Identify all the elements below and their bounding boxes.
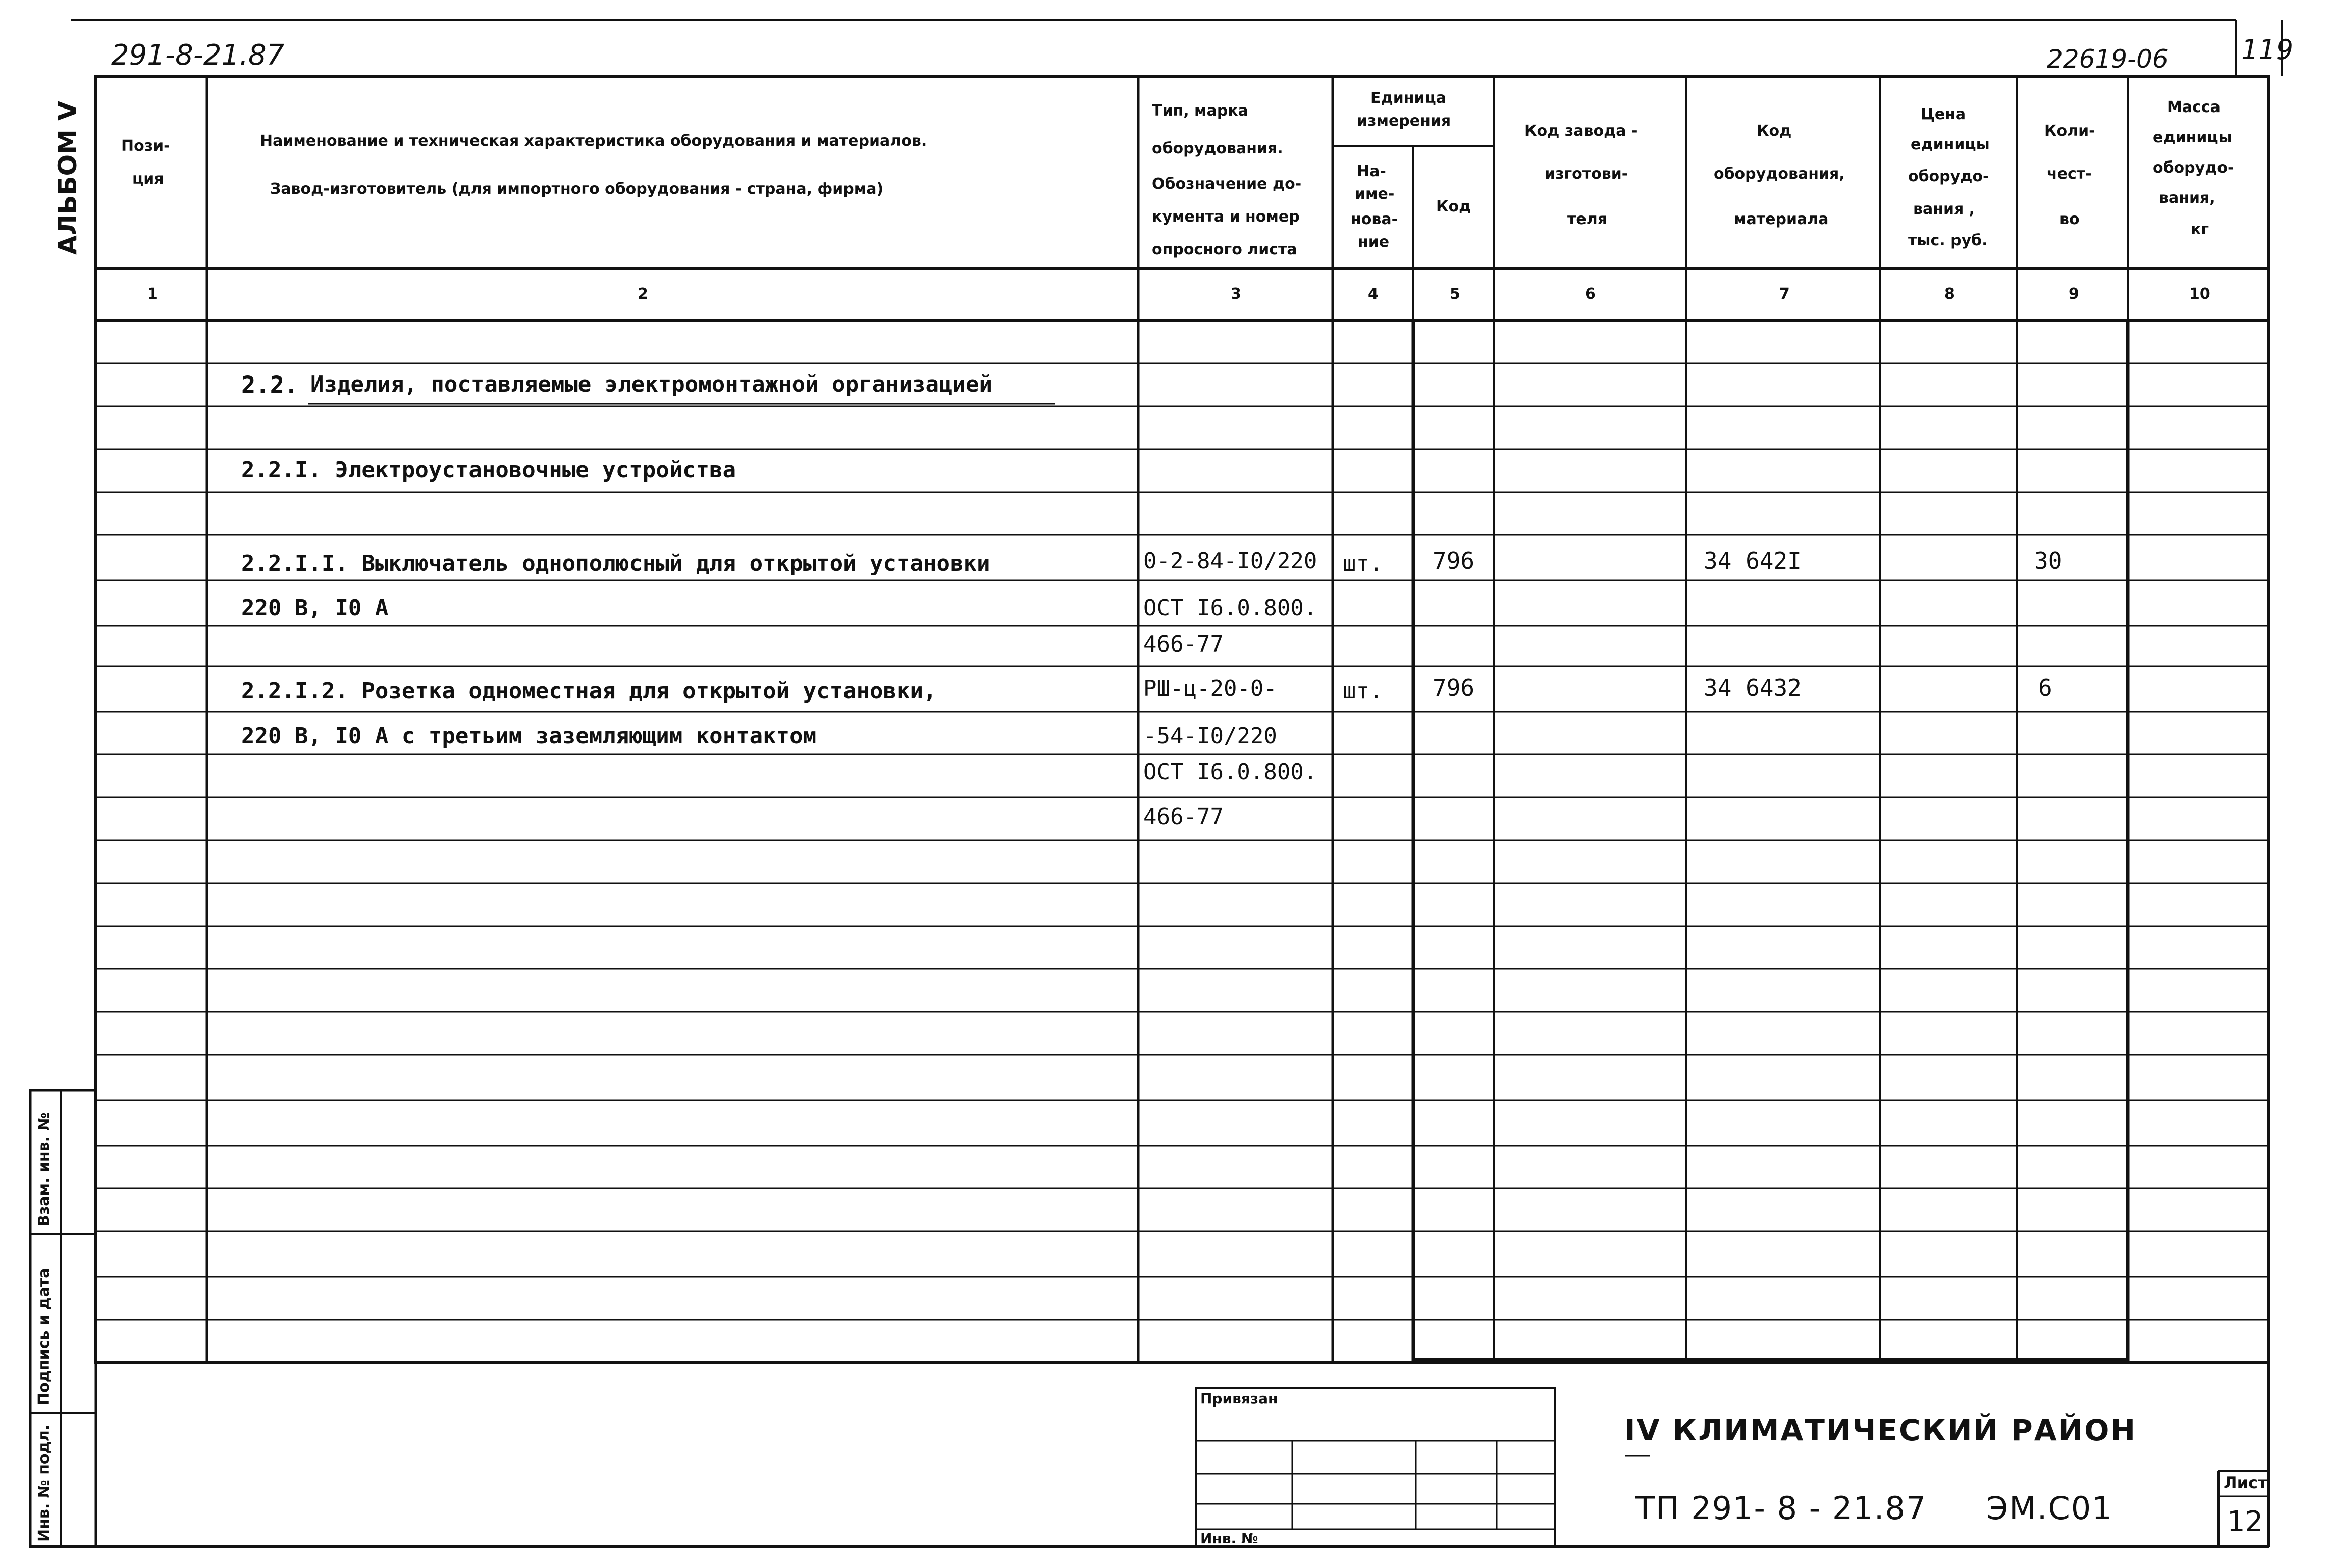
header-name-line1: Наименование и техническая характеристика оборудования и материалов.: [260, 132, 927, 150]
stamp-signature-date: Подпись и дата: [35, 1268, 53, 1405]
item2-unit: шт.: [1343, 678, 1383, 704]
header-type-2: оборудования.: [1152, 140, 1283, 157]
section-number: 2.2.: [241, 371, 299, 399]
header-unit-name-3: нова-: [1351, 210, 1398, 228]
header-equip-code-2: оборудования,: [1714, 165, 1845, 183]
item2-type-2: -54-I0/220: [1143, 723, 1277, 749]
header-type-5: опросного листа: [1152, 241, 1297, 258]
item1-unit-code: 796: [1433, 547, 1475, 574]
header-factory-code-3: теля: [1567, 210, 1607, 228]
header-qty-3: во: [2059, 210, 2080, 228]
stamp-original-inv: Инв. № подл.: [35, 1424, 53, 1542]
item2-unit-code: 796: [1433, 674, 1475, 701]
header-factory-code-2: изготови-: [1545, 165, 1628, 183]
item1-type-2: ОСТ I6.0.800.: [1143, 595, 1317, 621]
header-position: Пози-: [121, 137, 170, 155]
sheet-number: 12: [2227, 1505, 2263, 1538]
header-unit-group-1: Единица: [1370, 89, 1446, 107]
header-equip-code-1: Код: [1757, 122, 1792, 140]
item2-quantity: 6: [2038, 674, 2052, 701]
header-name-line2: Завод-изготовитель (для импортного оборудования - страна, фирма): [270, 180, 884, 198]
colnum-10: 10: [2189, 285, 2210, 303]
header-qty-1: Коли-: [2044, 122, 2095, 140]
header-type-1: Тип, марка: [1152, 102, 1248, 120]
page-corner-number: 119: [2241, 34, 2294, 66]
colnum-9: 9: [2069, 285, 2079, 303]
header-qty-2: чест-: [2047, 165, 2092, 183]
inventory-number-label: Инв. №: [1200, 1530, 1258, 1547]
colnum-3: 3: [1231, 285, 1241, 303]
item2-line2: 220 В, I0 А с третьим заземляющим контактом: [241, 723, 817, 749]
colnum-1: 1: [147, 285, 158, 303]
section-title: Изделия, поставляемые электромонтажной организацией: [310, 371, 993, 397]
item1-material-code: 34 642I: [1704, 547, 1802, 574]
header-type-4: кумента и номер: [1152, 208, 1300, 226]
header-mass-5: кг: [2191, 221, 2209, 238]
document-mark: ЭМ.С01: [1986, 1490, 2113, 1527]
colnum-2: 2: [638, 285, 648, 303]
header-factory-code-1: Код завода -: [1524, 122, 1638, 140]
header-unit-name-4: ние: [1358, 233, 1390, 251]
header-price-2: единицы: [1911, 136, 1990, 153]
header-mass-2: единицы: [2153, 129, 2232, 146]
item1-line1: 2.2.I.I. Выключатель однополюсный для открытой установки: [241, 551, 990, 576]
item2-type-1: РШ-ц-20-0-: [1143, 676, 1277, 701]
item1-type-1: 0-2-84-I0/220: [1143, 548, 1317, 574]
item2-line1: 2.2.I.2. Розетка одноместная для открытой установки,: [241, 678, 937, 704]
header-price-3: оборудо-: [1908, 168, 1989, 185]
item1-unit: шт.: [1343, 551, 1383, 576]
drawing-number-handwritten: 291-8-21.87: [111, 39, 285, 72]
colnum-7: 7: [1779, 285, 1790, 303]
document-code: ТП 291- 8 - 21.87: [1635, 1490, 1927, 1527]
climate-region: IV КЛИМАТИЧЕСКИЙ РАЙОН: [1624, 1413, 2137, 1447]
privyazan-label: Привязан: [1200, 1390, 1278, 1407]
stamp-replacement-inv: Взам. инв. №: [35, 1112, 53, 1226]
header-unit-name-2: име-: [1355, 185, 1395, 203]
colnum-4: 4: [1368, 285, 1379, 303]
colnum-6: 6: [1585, 285, 1596, 303]
item1-line2: 220 В, I0 А: [241, 595, 389, 621]
header-position-2: ция: [132, 170, 164, 188]
item2-type-4: 466-77: [1143, 804, 1224, 830]
sheet-label: Лист: [2224, 1473, 2267, 1492]
header-unit-code: Код: [1436, 198, 1471, 215]
header-unit-group-2: измерения: [1357, 112, 1451, 130]
header-unit-name-1: На-: [1357, 163, 1386, 180]
album-label: АЛЬБОМ V: [53, 101, 82, 255]
colnum-8: 8: [1944, 285, 1955, 303]
header-price-4: вания ,: [1913, 200, 1975, 218]
item2-material-code: 34 6432: [1704, 674, 1802, 701]
archive-number-handwritten: 22619-06: [2047, 44, 2169, 74]
header-mass-4: вания,: [2159, 189, 2215, 207]
header-type-3: Обозначение до-: [1152, 175, 1302, 193]
item1-type-3: 466-77: [1143, 631, 1224, 657]
item1-quantity: 30: [2034, 547, 2063, 574]
item2-type-3: ОСТ I6.0.800.: [1143, 759, 1317, 785]
colnum-5: 5: [1450, 285, 1460, 303]
header-price-5: тыс. руб.: [1908, 232, 1988, 249]
header-price-1: Цена: [1921, 105, 1966, 123]
subsection-title: 2.2.I. Электроустановочные устройства: [241, 457, 736, 483]
header-mass-3: оборудо-: [2153, 159, 2234, 177]
header-mass-1: Масса: [2167, 98, 2221, 116]
header-equip-code-3: материала: [1734, 210, 1829, 228]
